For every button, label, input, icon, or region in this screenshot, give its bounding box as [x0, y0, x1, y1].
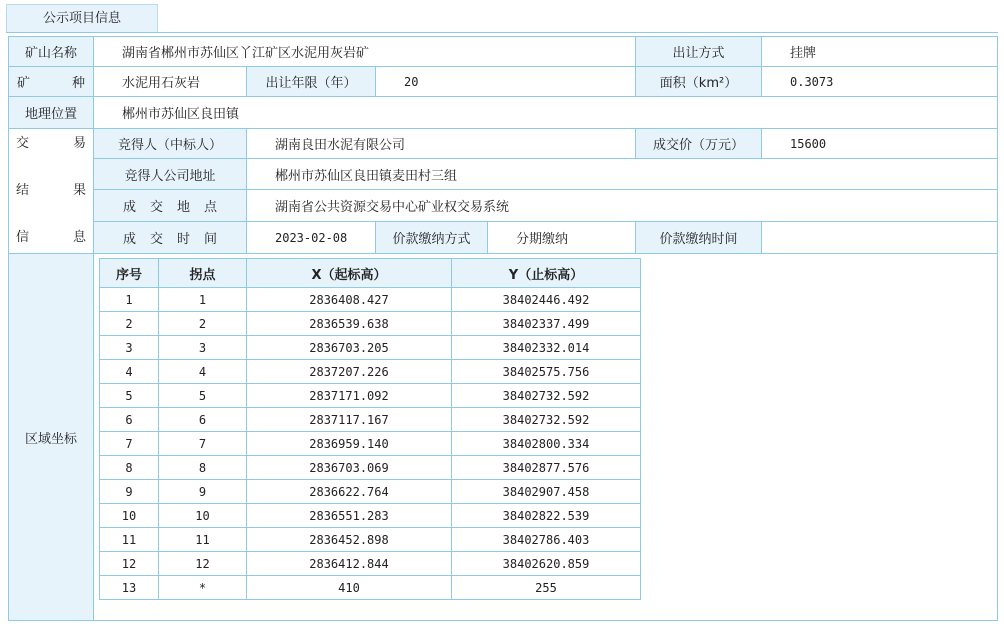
payment-method-label: 价款缴纳方式: [375, 221, 488, 254]
cell-index: 8: [100, 456, 159, 480]
table-row: [100, 408, 641, 432]
cell-x: 2836551.283: [247, 504, 452, 528]
mineral-value: 水泥用石灰岩: [93, 66, 247, 97]
cell-y: 38402877.576: [452, 456, 641, 480]
cell-point: 3: [159, 336, 247, 360]
cell-index: 7: [100, 432, 159, 456]
table-row: [100, 288, 641, 312]
table-row: [100, 384, 641, 408]
result-label-char: 果: [72, 183, 86, 198]
cell-point: 1: [159, 288, 247, 312]
cell-y: 38402786.403: [452, 528, 641, 552]
cell-y: 255: [452, 576, 641, 600]
cell-x: 2836408.427: [247, 288, 452, 312]
table-row: [100, 336, 641, 360]
table-row: [100, 528, 641, 552]
mine-name-value: 湖南省郴州市苏仙区丫江矿区水泥用灰岩矿: [93, 36, 636, 67]
cell-y: 38402337.499: [452, 312, 641, 336]
cell-y: 38402907.458: [452, 480, 641, 504]
location-value: 郴州市苏仙区良田镇: [93, 96, 998, 129]
cell-y: 38402620.859: [452, 552, 641, 576]
price-value: 15600: [761, 128, 998, 159]
cell-point: 8: [159, 456, 247, 480]
cell-x: 410: [247, 576, 452, 600]
table-row: [100, 480, 641, 504]
cell-y: 38402822.539: [452, 504, 641, 528]
cell-index: 9: [100, 480, 159, 504]
cell-point: 12: [159, 552, 247, 576]
cell-y: 38402732.592: [452, 384, 641, 408]
coordinates-header-row: [100, 259, 641, 288]
payment-time-value: [761, 221, 998, 254]
bidder-value: 湖南良田水泥有限公司: [246, 128, 636, 159]
col-header-index: 序号: [100, 259, 159, 288]
payment-method-value: 分期缴纳: [487, 221, 636, 254]
address-label: 竞得人公司地址: [93, 158, 247, 190]
term-label: 出让年限（年）: [246, 66, 376, 97]
table-row: [100, 312, 641, 336]
area-value: 0.3073: [761, 66, 998, 97]
cell-index: 3: [100, 336, 159, 360]
cell-y: 38402332.014: [452, 336, 641, 360]
cell-x: 2836703.205: [247, 336, 452, 360]
cell-index: 12: [100, 552, 159, 576]
result-label-char: 息: [72, 230, 86, 245]
cell-index: 4: [100, 360, 159, 384]
result-label-char: 信: [16, 230, 30, 245]
time-label: [93, 221, 247, 254]
transaction-result-label: [8, 128, 94, 254]
coordinates-body: [100, 288, 641, 600]
cell-y: 38402800.334: [452, 432, 641, 456]
bidder-label: 竞得人（中标人）: [93, 128, 247, 159]
venue-label: [93, 189, 247, 222]
area-label: 面积（km²）: [635, 66, 762, 97]
mineral-label: [8, 66, 94, 97]
result-label-char: 结: [16, 183, 30, 198]
result-label-char: 易: [72, 136, 86, 151]
cell-index: 11: [100, 528, 159, 552]
cell-y: 38402732.592: [452, 408, 641, 432]
cell-x: 2836959.140: [247, 432, 452, 456]
transfer-method-value: 挂牌: [761, 36, 998, 67]
term-value: 20: [375, 66, 636, 97]
coordinates-table: [99, 258, 641, 600]
table-row: [100, 504, 641, 528]
cell-point: 5: [159, 384, 247, 408]
cell-point: 6: [159, 408, 247, 432]
mine-name-label: 矿山名称: [8, 36, 94, 67]
venue-label-text: 成交地点: [122, 200, 231, 215]
transfer-method-label: 出让方式: [635, 36, 762, 67]
mineral-label-a: 矿: [17, 76, 31, 91]
time-value: 2023-02-08: [246, 221, 376, 254]
cell-x: 2836622.764: [247, 480, 452, 504]
cell-index: 10: [100, 504, 159, 528]
cell-y: 38402575.756: [452, 360, 641, 384]
cell-index: 6: [100, 408, 159, 432]
cell-point: 10: [159, 504, 247, 528]
cell-index: 1: [100, 288, 159, 312]
cell-x: 2837117.167: [247, 408, 452, 432]
table-row: [100, 576, 641, 600]
cell-point: 4: [159, 360, 247, 384]
time-label-text: 成交时间: [122, 232, 231, 247]
table-row: [100, 552, 641, 576]
cell-x: 2837207.226: [247, 360, 452, 384]
address-value: 郴州市苏仙区良田镇麦田村三组: [246, 158, 998, 190]
region-coordinates-label: 区域坐标: [8, 253, 94, 621]
location-label: 地理位置: [8, 96, 94, 129]
cell-point: 2: [159, 312, 247, 336]
table-row: [100, 456, 641, 480]
price-label: 成交价（万元）: [635, 128, 762, 159]
mineral-label-b: 种: [71, 76, 85, 91]
cell-x: 2836703.069: [247, 456, 452, 480]
cell-index: 2: [100, 312, 159, 336]
col-header-point: 拐点: [159, 259, 247, 288]
col-header-x: X（起标高）: [247, 259, 452, 288]
cell-point: 7: [159, 432, 247, 456]
venue-value: 湖南省公共资源交易中心矿业权交易系统: [246, 189, 998, 222]
payment-time-label: 价款缴纳时间: [635, 221, 762, 254]
cell-x: 2836452.898: [247, 528, 452, 552]
tab-underline: [6, 32, 998, 33]
cell-index: 5: [100, 384, 159, 408]
table-row: [100, 432, 641, 456]
cell-x: 2837171.092: [247, 384, 452, 408]
tab-public-project-info[interactable]: 公示项目信息: [6, 4, 158, 33]
cell-x: 2836412.844: [247, 552, 452, 576]
cell-point: 11: [159, 528, 247, 552]
cell-y: 38402446.492: [452, 288, 641, 312]
cell-point: *: [159, 576, 247, 600]
cell-x: 2836539.638: [247, 312, 452, 336]
result-label-char: 交: [16, 136, 30, 151]
table-row: [100, 360, 641, 384]
cell-index: 13: [100, 576, 159, 600]
cell-point: 9: [159, 480, 247, 504]
col-header-y: Y（止标高）: [452, 259, 641, 288]
